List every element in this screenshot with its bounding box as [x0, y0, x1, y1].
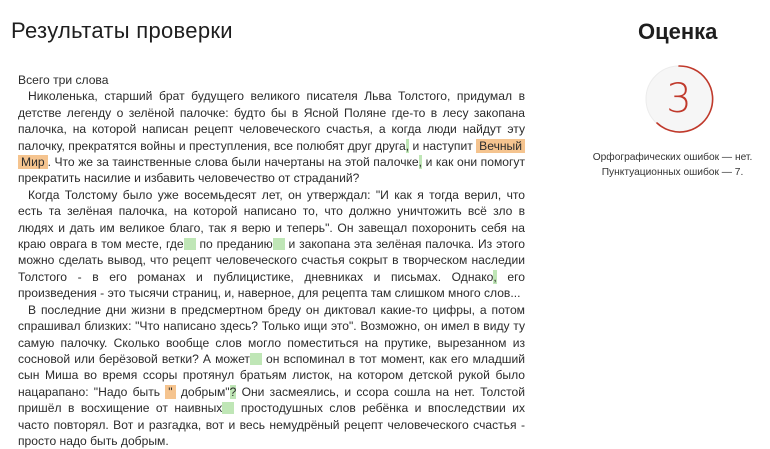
punctuation-error-mark[interactable]: , — [405, 138, 410, 153]
punctuation-error-mark[interactable]: ? — [229, 384, 237, 399]
style-error-mark[interactable]: Мир — [18, 155, 48, 169]
essay-text — [18, 72, 525, 449]
text-segment: и закопана эта зелёная палочка. Из этого можно сделать вывод, что рецепт человеческого счастья сокрыт в творческом наследии Толстого - в его романах и публицистике, дневниках и письмах. Однако — [18, 237, 525, 284]
missing-punctuation-mark[interactable] — [250, 353, 262, 365]
spelling-errors: Орфографических ошибок — нет. — [592, 152, 753, 163]
paragraph-1 — [18, 88, 525, 186]
essay-heading: Всего три слова — [18, 73, 109, 87]
text-segment: и как они помогут прекратить насилие и избавить человечество от страданий? — [18, 155, 525, 186]
text-segment: его произведения - это тысячи страниц, и, наверное, для рецепта там слишком много слов... — [18, 269, 525, 301]
text-segment: . Что же за таинственные слова были начертаны на этой палочке — [47, 155, 419, 170]
missing-punctuation-mark[interactable] — [273, 238, 285, 250]
paragraph-3 — [18, 302, 525, 449]
text-segment: и наступит — [409, 138, 477, 153]
text-segment: простодушных слов ребёнка и впоследствии их часто повторял. Вот и разгадка, вот и весь немудрёный рецепт человеческого счастья - просто надо быть добрым. — [18, 401, 525, 448]
grade-title: Оценка — [638, 19, 718, 44]
missing-punctuation-mark[interactable] — [222, 402, 234, 414]
punctuation-error-mark[interactable]: , — [418, 155, 423, 170]
text-segment: он вспоминал в тот момент, как его младший сын Миша во время ссоры протянул братьям листок, на котором детской рукой было нацарапано: "Надо быть — [18, 351, 525, 399]
punctuation-error-mark[interactable]: " — [165, 385, 175, 399]
error-summary — [590, 150, 755, 180]
grade-value: 3 — [666, 76, 692, 122]
text-segment: Николенька, старший брат будущего великого писателя Льва Толстого, придумал в детстве легенду о зелёной палочке: будто бы в Ясной Поляне где-то в лесу закопана палочка, на которой написан рецепт человеческого счастья, а когда люди найдут эту палочку, прекратятся войны и преступления, все полюбят друг друга — [18, 89, 525, 153]
grade-circle — [643, 63, 715, 135]
text-segment: В последние дни жизни в предсмертном бреду он диктовал какие-то цифры, а потом спрашивал близких: "Что написано здесь? Только ищи это". Возможно, он имел в виду ту самую палочку. Сколько вообще слов могло поместиться на прутике, вырезанном из сосновой или берёзовой ветки? А может — [18, 302, 525, 366]
punctuation-error-mark[interactable]: , — [493, 269, 497, 284]
text-segment: по преданию — [195, 237, 273, 252]
text-segment: добрым" — [175, 384, 230, 399]
page-title: Результаты проверки — [11, 18, 233, 43]
paragraph-2 — [18, 187, 525, 302]
punctuation-errors: Пунктуационных ошибок — 7. — [601, 167, 744, 178]
text-segment: Они засмеялись, и ссора сошла на нет. Толстой пришёл в восхищение от наивных — [18, 384, 526, 416]
missing-punctuation-mark[interactable] — [184, 238, 196, 250]
style-error-mark[interactable]: Вечный — [476, 139, 525, 153]
text-segment: Когда Толстому было уже восемьдесят лет, он утверждал: "И как я тогда верил, что есть та зелёная палочка, на которой написано то, что должно уничтожить всё зло в людях и дать им великое благо, так я верю и теперь". Он завещал похоронить себя на краю оврага в том месте, где — [18, 187, 525, 252]
